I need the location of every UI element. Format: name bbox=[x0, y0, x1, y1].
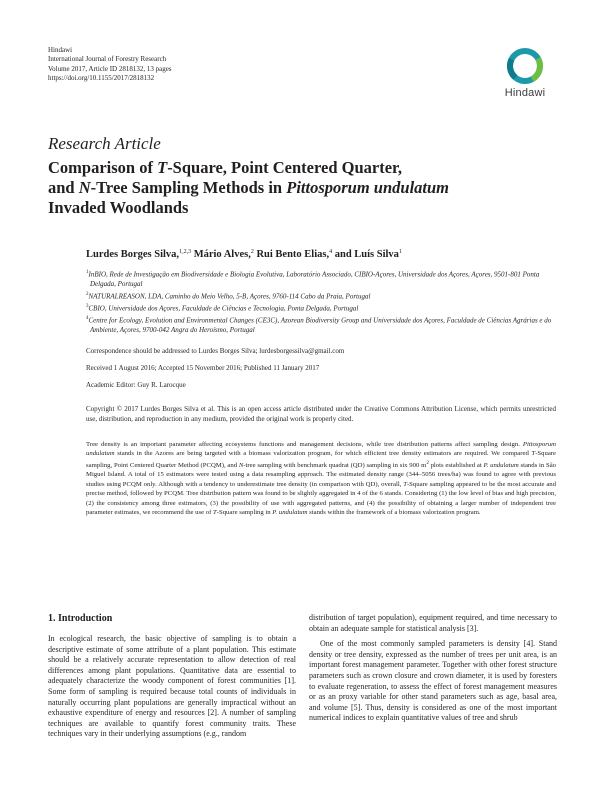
publication-dates: Received 1 August 2016; Accepted 15 November 2016; Published 11 January 2017 bbox=[86, 364, 320, 372]
hindawi-rings-icon bbox=[505, 46, 545, 86]
article-title: Comparison of T-Square, Point Centered Quarter, and N-Tree Sampling Methods in Pittosporum undulatum Invaded Woodlands bbox=[48, 158, 450, 217]
author: Lurdes Borges Silva,$^{1,2,3}$ bbox=[86, 249, 192, 260]
journal-name: International Journal of Forestry Research bbox=[48, 55, 167, 64]
affiliations bbox=[86, 268, 556, 336]
abstract: Tree density is an important parameter affecting ecosystems functions and management decisions, while tree distribution patterns affect sampling design. Pittosporum undulatum stands in the Azores are being targeted with a biomass valorization program, for which efficient tree density estimators are required. We compared T-Square sampling, Point Centered Quarter Method (PCQM), and N-tree sampling with benchmark quadrat (QD) sampling in six 900 $m^2$ plots established at P. undulatum stands in São Miguel Island. A total of 15 estimators were tested using a data resampling approach. The estimated density range (344–5056 trees/ha) was found to agree with previous studies using PCQM only. Although with a tendency to underestimate tree density (in comparison with QD), overall, T-Square sampling appeared to be the most accurate and precise method, followed by PCQM. Tree distribution pattern was found to be slightly aggregated in 4 of the 6 stands. Considering (1) the low level of bias and high precision, (2) the consistency among three estimators, (3) the possibility of use with aggregated patterns, and (4) the possibility of obtaining a larger number of independent tree parameter estimates, we recommend the use of T-Square sampling in P. undulatum stands within the framework of a biomass valorization program. bbox=[86, 441, 557, 517]
doi-link[interactable]: https://doi.org/10.1155/2017/2818132 bbox=[48, 73, 155, 82]
publisher-name: Hindawi bbox=[48, 46, 73, 54]
body-column-right bbox=[309, 613, 557, 724]
paragraph: In ecological research, the basic objective of sampling is to obtain a descriptive estimate of some attribute of a plant population. This estimate should be a relatively accurate representation to allow detection of real differences among plant populations. Quantitative data are essential to adequately characterize the woody component of forest communities [1]. Some form of sampling is required because total counts of individuals in naturally occurring plant populations are generally impractical without an exhaustive expenditure of energy and resources [2]. A number of sampling techniques are available to quantify forest community traits. These techniques vary in their underlying assumptions (e.g., random bbox=[48, 634, 296, 739]
affiliation: $^4$Centre for Ecology, Evolution and Environmental Changes (CE3C), Azorean Biodiversity Group and Universidade dos Açores, Faculdade de Ciências Agrárias e do Ambiente, Açores, 9700-042 Angra do Heroísmo, Portugal bbox=[86, 316, 552, 335]
journal-info bbox=[48, 46, 172, 83]
author: Rui Bento Elias,$^4$ bbox=[253, 249, 333, 260]
affiliation: $^3$CBIO, Universidade dos Açores, Faculdade de Ciências e Tecnologia, Ponta Delgada, Portugal bbox=[86, 304, 359, 313]
author: Mário Alves,$^2$ bbox=[191, 249, 254, 260]
author-list bbox=[86, 249, 402, 260]
section-heading-introduction: 1. Introduction bbox=[48, 613, 113, 624]
volume-line: Volume 2017, Article ID 2818132, 13 pages bbox=[48, 64, 172, 73]
affiliation: $^2$NATURALREASON, LDA, Caminho do Meio Velho, 5-B, Açores, 9760-114 Cabo da Praia, Portugal bbox=[86, 291, 371, 301]
body-column-left bbox=[48, 634, 296, 740]
hindawi-logo bbox=[494, 46, 556, 99]
affiliation: $^1$InBIO, Rede de Investigação em Biodiversidade e Biologia Evolutiva, Laboratório Associado, CIBIO-Açores, Universidade dos Açores, Açores, 9501-801 Ponta Delgada, Portugal bbox=[86, 270, 540, 289]
paragraph: One of the most commonly sampled parameters is density [4]. Stand density or tree density, expressed as the number of trees per unit area, is an important forest management parameter. Together with other forest structure parameters such as crown closure and crown diameter, it is used by foresters to evaluate regeneration, to assess the effect of forest management measures or as an proxy variable for other stand parameters such as age, basal area, and volume [5]. Thus, density is considered as one of the most important numerical indices to explain quantitative values of tree and shrub bbox=[309, 639, 557, 723]
correspondence: Correspondence should be addressed to Lurdes Borges Silva; lurdesborgessilva@gmail.com bbox=[86, 347, 345, 355]
academic-editor: Academic Editor: Guy R. Larocque bbox=[86, 381, 186, 389]
author: and Luís Silva$^1$ bbox=[332, 249, 402, 260]
article-type: Research Article bbox=[48, 134, 161, 153]
logo-wordmark: Hindawi bbox=[504, 87, 546, 99]
copyright-notice: Copyright © 2017 Lurdes Borges Silva et al. This is an open access article distributed under the Creative Commons Attribution License, which permits unrestricted use, distribution, and reproduction in any medium, provided the original work is properly cited. bbox=[86, 405, 556, 423]
paragraph: distribution of target population), equipment required, and time necessary to obtain an adequate sample for statistical analysis [3]. bbox=[309, 613, 557, 633]
